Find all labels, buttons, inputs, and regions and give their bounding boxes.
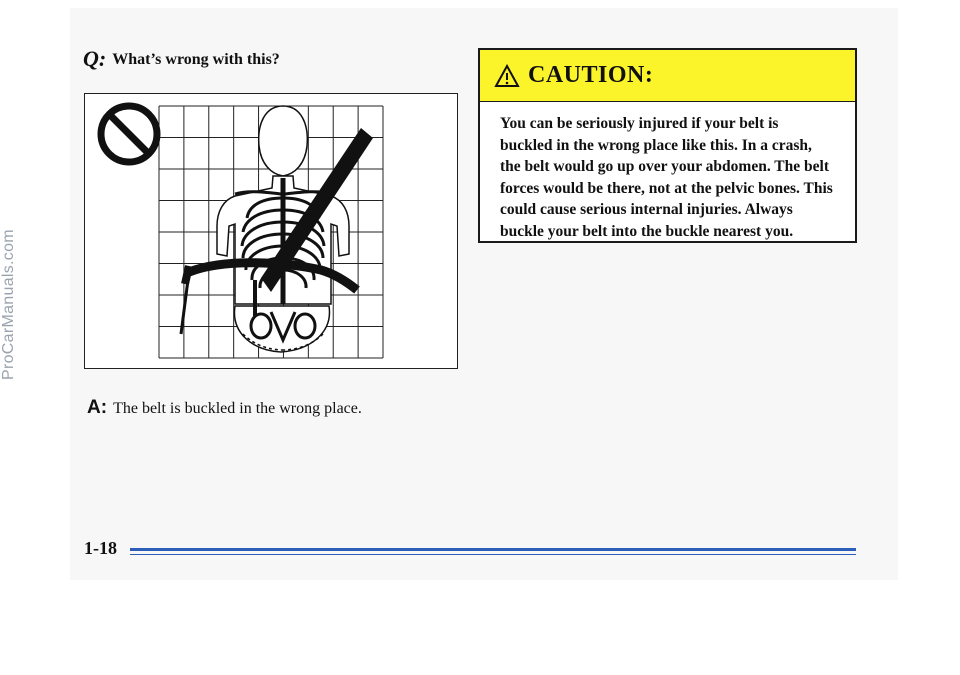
seatbelt-drawing (85, 94, 457, 368)
warning-triangle-icon (494, 64, 520, 88)
answer-text: The belt is buckled in the wrong place. (113, 400, 362, 417)
page-number: 1-18 (84, 538, 117, 558)
caution-line: buckled in the wrong place like this. In a crash, (500, 136, 812, 154)
caution-title: CAUTION: (528, 62, 654, 88)
question-letter: Q: (83, 46, 107, 71)
answer (87, 397, 362, 419)
question (83, 46, 280, 72)
caution-line: the belt would go up over your abdomen. The belt (500, 158, 829, 175)
caution-line: buckle your belt into the buckle nearest you. (500, 222, 794, 240)
question-text: What’s wrong with this? (112, 51, 280, 68)
footer-rule (130, 548, 856, 551)
seatbelt-illustration (84, 93, 458, 369)
footer-rule-thin (130, 554, 856, 555)
caution-header (480, 50, 855, 102)
caution-line: could cause serious internal injuries. Always (500, 201, 793, 218)
answer-letter: A: (87, 397, 108, 418)
caution-box (478, 48, 857, 243)
caution-line: You can be seriously injured if your belt is (500, 115, 779, 132)
caution-text (480, 102, 855, 242)
caution-line: forces would be there, not at the pelvic bones. This (500, 179, 833, 197)
watermark: ProCarManuals.com (0, 229, 17, 380)
prohibition-sign-icon (101, 106, 157, 162)
pelvis (234, 306, 329, 352)
